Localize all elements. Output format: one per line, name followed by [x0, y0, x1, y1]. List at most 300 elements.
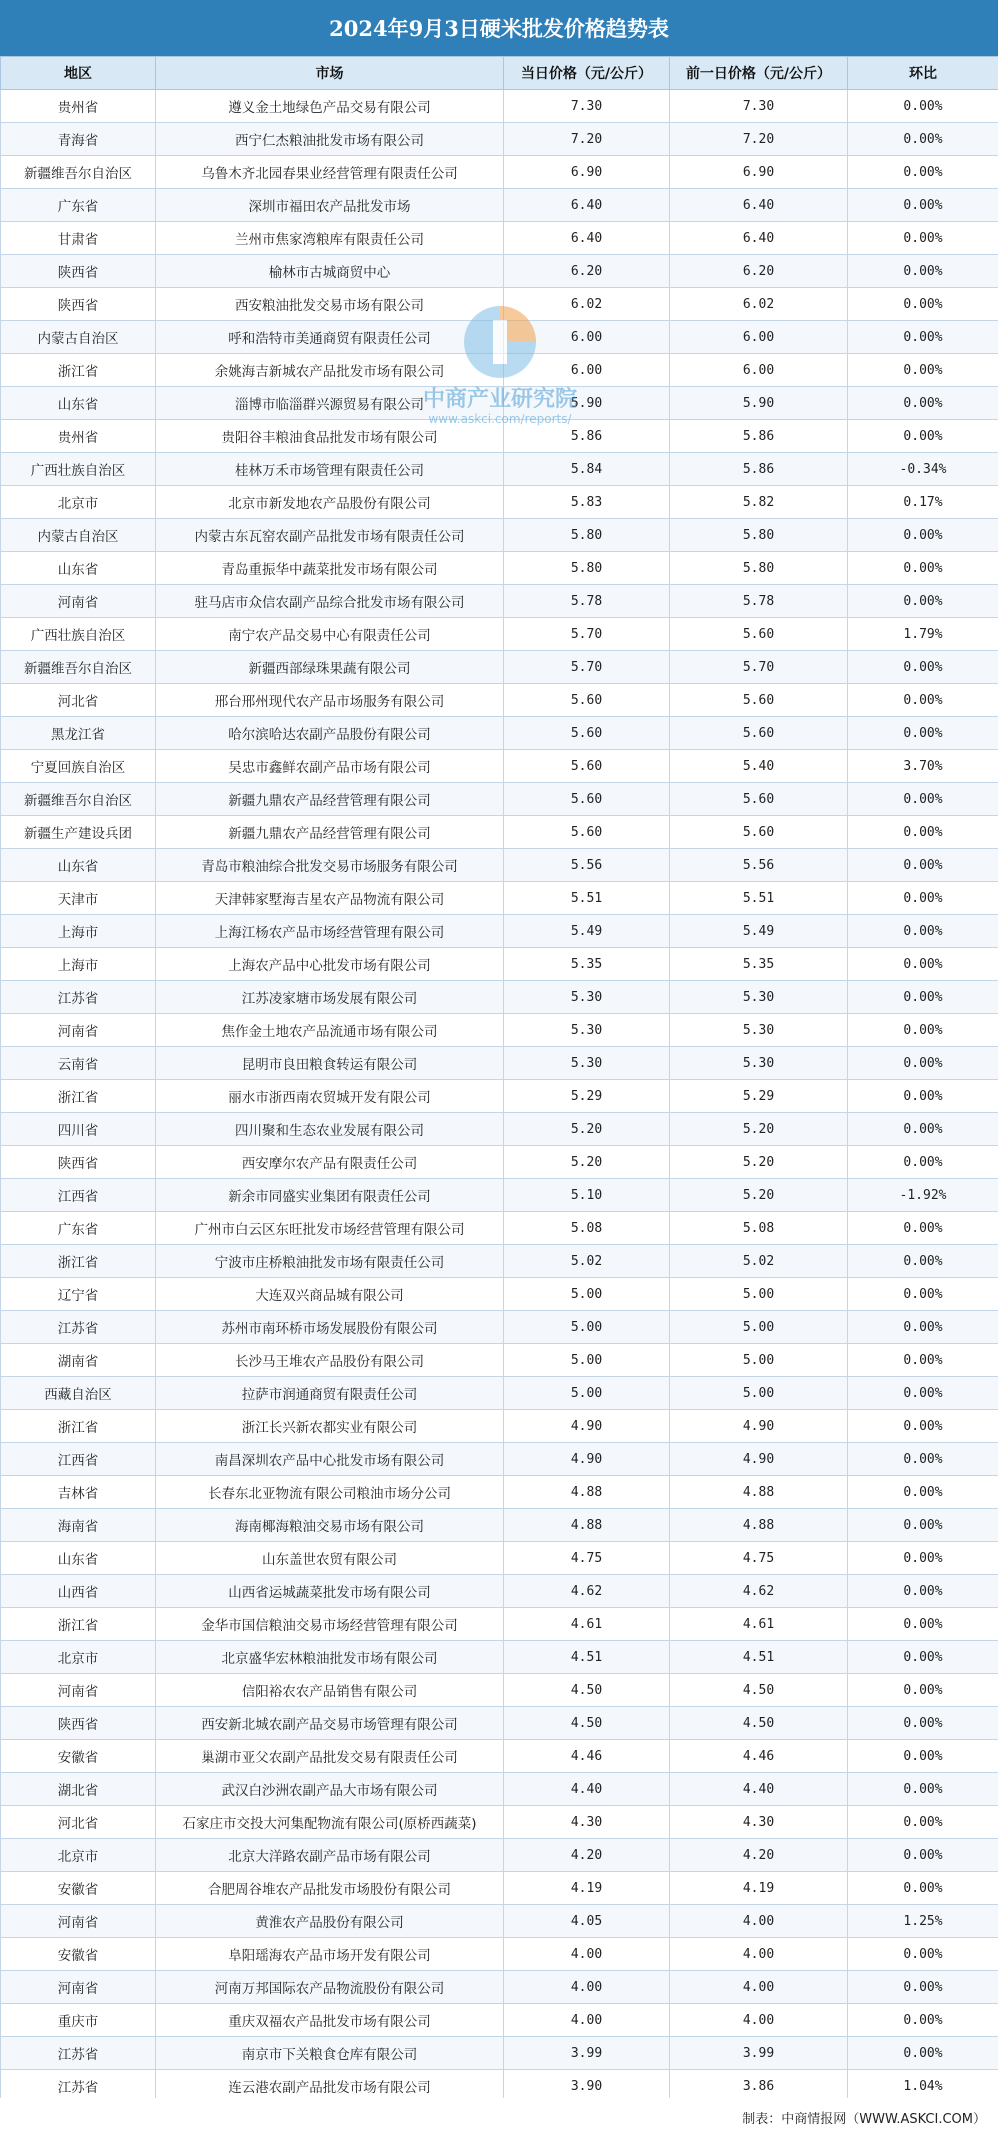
cell-prev-price: 5.40 — [670, 750, 848, 783]
cell-market: 山西省运城蔬菜批发市场有限公司 — [156, 1575, 504, 1608]
cell-prev-price: 4.51 — [670, 1641, 848, 1674]
cell-market: 邢台邢州现代农产品市场服务有限公司 — [156, 684, 504, 717]
table-row — [1, 189, 998, 222]
cell-change: 0.00% — [848, 1410, 998, 1443]
table-row — [1, 1542, 998, 1575]
cell-prev-price: 5.20 — [670, 1113, 848, 1146]
cell-today-price: 5.90 — [504, 387, 670, 420]
cell-today-price: 4.51 — [504, 1641, 670, 1674]
cell-change: 0.00% — [848, 156, 998, 189]
cell-prev-price: 6.40 — [670, 222, 848, 255]
cell-prev-price: 5.35 — [670, 948, 848, 981]
table-row — [1, 1971, 998, 2004]
cell-market: 阜阳瑶海农产品市场开发有限公司 — [156, 1938, 504, 1971]
cell-market: 新疆九鼎农产品经营管理有限公司 — [156, 783, 504, 816]
cell-prev-price: 5.60 — [670, 684, 848, 717]
cell-prev-price: 3.86 — [670, 2070, 848, 2103]
cell-today-price: 5.00 — [504, 1311, 670, 1344]
cell-region: 四川省 — [1, 1113, 156, 1146]
price-table — [0, 56, 998, 2103]
cell-change: 0.00% — [848, 948, 998, 981]
cell-market: 新疆西部绿珠果蔬有限公司 — [156, 651, 504, 684]
cell-change: 0.00% — [848, 981, 998, 1014]
cell-market: 宁波市庄桥粮油批发市场有限责任公司 — [156, 1245, 504, 1278]
table-row — [1, 849, 998, 882]
cell-change: 0.00% — [848, 684, 998, 717]
cell-region: 浙江省 — [1, 1410, 156, 1443]
cell-region: 湖南省 — [1, 1344, 156, 1377]
cell-today-price: 5.78 — [504, 585, 670, 618]
cell-today-price: 5.30 — [504, 1014, 670, 1047]
cell-change: 0.00% — [848, 1278, 998, 1311]
cell-market: 余姚海吉新城农产品批发市场有限公司 — [156, 354, 504, 387]
cell-region: 河北省 — [1, 684, 156, 717]
cell-market: 河南万邦国际农产品物流股份有限公司 — [156, 1971, 504, 2004]
cell-today-price: 7.20 — [504, 123, 670, 156]
table-row — [1, 156, 998, 189]
footer-credit: 制表：中商情报网（WWW.ASKCI.COM） — [742, 2112, 986, 2127]
cell-market: 兰州市焦家湾粮库有限责任公司 — [156, 222, 504, 255]
table-row — [1, 618, 998, 651]
cell-region: 新疆生产建设兵团 — [1, 816, 156, 849]
cell-change: 0.00% — [848, 519, 998, 552]
table-row — [1, 1080, 998, 1113]
cell-market: 焦作金土地农产品流通市场有限公司 — [156, 1014, 504, 1047]
cell-today-price: 4.05 — [504, 1905, 670, 1938]
cell-market: 南宁农产品交易中心有限责任公司 — [156, 618, 504, 651]
cell-market: 西宁仁杰粮油批发市场有限公司 — [156, 123, 504, 156]
cell-market: 海南椰海粮油交易市场有限公司 — [156, 1509, 504, 1542]
header-row — [1, 57, 998, 90]
cell-region: 湖北省 — [1, 1773, 156, 1806]
cell-prev-price: 5.00 — [670, 1278, 848, 1311]
table-row — [1, 1509, 998, 1542]
table-row — [1, 1674, 998, 1707]
cell-market: 吴忠市鑫鲜农副产品市场有限公司 — [156, 750, 504, 783]
table-row — [1, 123, 998, 156]
cell-today-price: 6.40 — [504, 189, 670, 222]
cell-change: 0.00% — [848, 1509, 998, 1542]
header-change: 环比 — [848, 57, 998, 90]
table-row — [1, 1641, 998, 1674]
cell-market: 拉萨市润通商贸有限责任公司 — [156, 1377, 504, 1410]
cell-today-price: 5.80 — [504, 552, 670, 585]
table-row — [1, 1410, 998, 1443]
cell-prev-price: 5.60 — [670, 618, 848, 651]
cell-region: 云南省 — [1, 1047, 156, 1080]
table-row — [1, 288, 998, 321]
cell-market: 南昌深圳农产品中心批发市场有限公司 — [156, 1443, 504, 1476]
cell-region: 北京市 — [1, 486, 156, 519]
cell-prev-price: 4.19 — [670, 1872, 848, 1905]
cell-prev-price: 5.86 — [670, 453, 848, 486]
table-row — [1, 519, 998, 552]
cell-prev-price: 4.50 — [670, 1707, 848, 1740]
cell-market: 上海农产品中心批发市场有限公司 — [156, 948, 504, 981]
cell-change: 0.00% — [848, 1113, 998, 1146]
cell-region: 内蒙古自治区 — [1, 321, 156, 354]
cell-market: 西安粮油批发交易市场有限公司 — [156, 288, 504, 321]
cell-market: 长春东北亚物流有限公司粮油市场分公司 — [156, 1476, 504, 1509]
cell-region: 甘肃省 — [1, 222, 156, 255]
table-row — [1, 717, 998, 750]
cell-market: 上海江杨农产品市场经营管理有限公司 — [156, 915, 504, 948]
cell-change: 1.25% — [848, 1905, 998, 1938]
cell-market: 山东盖世农贸有限公司 — [156, 1542, 504, 1575]
cell-prev-price: 5.51 — [670, 882, 848, 915]
cell-change: 0.00% — [848, 1971, 998, 2004]
cell-change: 0.00% — [848, 1773, 998, 1806]
cell-today-price: 5.00 — [504, 1344, 670, 1377]
header-today-price: 当日价格（元/公斤） — [504, 57, 670, 90]
cell-today-price: 5.80 — [504, 519, 670, 552]
table-row — [1, 684, 998, 717]
cell-today-price: 4.90 — [504, 1443, 670, 1476]
cell-today-price: 4.90 — [504, 1410, 670, 1443]
cell-prev-price: 5.80 — [670, 552, 848, 585]
cell-prev-price: 6.02 — [670, 288, 848, 321]
table-row — [1, 816, 998, 849]
watermark-text: 中商产业研究院 — [422, 387, 577, 412]
cell-region: 山西省 — [1, 1575, 156, 1608]
cell-region: 江苏省 — [1, 1311, 156, 1344]
cell-region: 安徽省 — [1, 1740, 156, 1773]
cell-region: 河南省 — [1, 585, 156, 618]
cell-market: 天津韩家墅海吉星农产品物流有限公司 — [156, 882, 504, 915]
cell-change: 0.00% — [848, 783, 998, 816]
cell-market: 淄博市临淄群兴源贸易有限公司 — [156, 387, 504, 420]
cell-prev-price: 5.02 — [670, 1245, 848, 1278]
cell-change: 0.00% — [848, 1311, 998, 1344]
cell-prev-price: 5.86 — [670, 420, 848, 453]
cell-today-price: 4.46 — [504, 1740, 670, 1773]
cell-today-price: 4.00 — [504, 1938, 670, 1971]
cell-region: 浙江省 — [1, 354, 156, 387]
table-row — [1, 1377, 998, 1410]
cell-today-price: 4.88 — [504, 1476, 670, 1509]
cell-market: 苏州市南环桥市场发展股份有限公司 — [156, 1311, 504, 1344]
cell-prev-price: 4.00 — [670, 1938, 848, 1971]
cell-region: 河南省 — [1, 1971, 156, 2004]
cell-prev-price: 7.20 — [670, 123, 848, 156]
cell-change: 0.00% — [848, 288, 998, 321]
cell-market: 石家庄市交投大河集配物流有限公司(原桥西蔬菜) — [156, 1806, 504, 1839]
cell-change: 0.00% — [848, 255, 998, 288]
cell-prev-price: 4.62 — [670, 1575, 848, 1608]
table-row — [1, 1014, 998, 1047]
cell-change: 0.00% — [848, 816, 998, 849]
cell-market: 贵阳谷丰粮油食品批发市场有限公司 — [156, 420, 504, 453]
cell-region: 天津市 — [1, 882, 156, 915]
watermark-url: www.askci.com/reports/ — [428, 412, 572, 426]
table-row — [1, 1047, 998, 1080]
cell-prev-price: 5.90 — [670, 387, 848, 420]
cell-region: 安徽省 — [1, 1938, 156, 1971]
cell-region: 上海市 — [1, 948, 156, 981]
cell-region: 安徽省 — [1, 1872, 156, 1905]
cell-prev-price: 5.60 — [670, 816, 848, 849]
cell-prev-price: 4.00 — [670, 1971, 848, 2004]
cell-change: 0.00% — [848, 2004, 998, 2037]
cell-prev-price: 5.80 — [670, 519, 848, 552]
cell-region: 陕西省 — [1, 1146, 156, 1179]
cell-region: 广东省 — [1, 1212, 156, 1245]
cell-market: 北京盛华宏林粮油批发市场有限公司 — [156, 1641, 504, 1674]
cell-prev-price: 4.00 — [670, 2004, 848, 2037]
cell-region: 宁夏回族自治区 — [1, 750, 156, 783]
cell-prev-price: 7.30 — [670, 90, 848, 123]
cell-prev-price: 5.20 — [670, 1179, 848, 1212]
cell-prev-price: 6.00 — [670, 321, 848, 354]
cell-region: 陕西省 — [1, 288, 156, 321]
cell-today-price: 4.19 — [504, 1872, 670, 1905]
cell-change: 0.00% — [848, 1839, 998, 1872]
cell-region: 山东省 — [1, 1542, 156, 1575]
header-region: 地区 — [1, 57, 156, 90]
cell-market: 信阳裕农农产品销售有限公司 — [156, 1674, 504, 1707]
cell-today-price: 3.99 — [504, 2037, 670, 2070]
header-market: 市场 — [156, 57, 504, 90]
cell-change: 0.00% — [848, 123, 998, 156]
cell-change: 0.00% — [848, 651, 998, 684]
cell-today-price: 4.61 — [504, 1608, 670, 1641]
cell-today-price: 4.30 — [504, 1806, 670, 1839]
table-row — [1, 2037, 998, 2070]
cell-market: 乌鲁木齐北园春果业经营管理有限责任公司 — [156, 156, 504, 189]
cell-prev-price: 5.00 — [670, 1311, 848, 1344]
cell-prev-price: 5.30 — [670, 981, 848, 1014]
cell-region: 新疆维吾尔自治区 — [1, 651, 156, 684]
table-row — [1, 1278, 998, 1311]
table-row — [1, 420, 998, 453]
cell-today-price: 5.35 — [504, 948, 670, 981]
cell-region: 内蒙古自治区 — [1, 519, 156, 552]
cell-change: 0.00% — [848, 882, 998, 915]
cell-today-price: 5.30 — [504, 1047, 670, 1080]
cell-region: 重庆市 — [1, 2004, 156, 2037]
cell-market: 金华市国信粮油交易市场经营管理有限公司 — [156, 1608, 504, 1641]
cell-change: 0.00% — [848, 321, 998, 354]
table-row — [1, 1146, 998, 1179]
cell-today-price: 5.60 — [504, 783, 670, 816]
cell-change: 0.00% — [848, 1740, 998, 1773]
cell-prev-price: 6.20 — [670, 255, 848, 288]
cell-prev-price: 4.50 — [670, 1674, 848, 1707]
table-row — [1, 1344, 998, 1377]
cell-today-price: 5.60 — [504, 750, 670, 783]
cell-region: 北京市 — [1, 1839, 156, 1872]
cell-today-price: 5.70 — [504, 651, 670, 684]
cell-change: 0.00% — [848, 1014, 998, 1047]
cell-prev-price: 4.40 — [670, 1773, 848, 1806]
cell-region: 贵州省 — [1, 90, 156, 123]
cell-market: 武汉白沙洲农副产品大市场有限公司 — [156, 1773, 504, 1806]
cell-today-price: 5.02 — [504, 1245, 670, 1278]
table-row — [1, 882, 998, 915]
cell-today-price: 5.49 — [504, 915, 670, 948]
table-title: 2024年9月3日硬米批发价格趋势表 — [0, 0, 998, 56]
cell-today-price: 5.86 — [504, 420, 670, 453]
cell-market: 连云港农副产品批发市场有限公司 — [156, 2070, 504, 2103]
cell-prev-price: 5.30 — [670, 1047, 848, 1080]
cell-market: 深圳市福田农产品批发市场 — [156, 189, 504, 222]
table-row — [1, 90, 998, 123]
cell-prev-price: 5.49 — [670, 915, 848, 948]
cell-prev-price: 4.61 — [670, 1608, 848, 1641]
cell-prev-price: 6.90 — [670, 156, 848, 189]
cell-prev-price: 4.46 — [670, 1740, 848, 1773]
table-row — [1, 948, 998, 981]
cell-market: 巢湖市亚父农副产品批发交易有限责任公司 — [156, 1740, 504, 1773]
cell-region: 河北省 — [1, 1806, 156, 1839]
cell-market: 大连双兴商品城有限公司 — [156, 1278, 504, 1311]
table-row — [1, 354, 998, 387]
table-row — [1, 1938, 998, 1971]
cell-market: 新疆九鼎农产品经营管理有限公司 — [156, 816, 504, 849]
cell-today-price: 4.00 — [504, 1971, 670, 2004]
cell-prev-price: 4.00 — [670, 1905, 848, 1938]
cell-change: 0.00% — [848, 222, 998, 255]
cell-prev-price: 4.20 — [670, 1839, 848, 1872]
cell-change: 0.00% — [848, 1641, 998, 1674]
cell-today-price: 5.56 — [504, 849, 670, 882]
cell-change: 0.00% — [848, 1443, 998, 1476]
cell-market: 西安摩尔农产品有限责任公司 — [156, 1146, 504, 1179]
cell-region: 新疆维吾尔自治区 — [1, 783, 156, 816]
cell-region: 江苏省 — [1, 2037, 156, 2070]
cell-change: 0.00% — [848, 1245, 998, 1278]
cell-market: 长沙马王堆农产品股份有限公司 — [156, 1344, 504, 1377]
cell-change: 0.00% — [848, 420, 998, 453]
cell-market: 青岛市粮油综合批发交易市场服务有限公司 — [156, 849, 504, 882]
cell-region: 陕西省 — [1, 1707, 156, 1740]
table-row — [1, 1806, 998, 1839]
cell-today-price: 5.70 — [504, 618, 670, 651]
cell-region: 河南省 — [1, 1905, 156, 1938]
cell-prev-price: 5.30 — [670, 1014, 848, 1047]
cell-region: 海南省 — [1, 1509, 156, 1542]
cell-prev-price: 5.00 — [670, 1344, 848, 1377]
table-row — [1, 1608, 998, 1641]
cell-prev-price: 3.99 — [670, 2037, 848, 2070]
table-row — [1, 552, 998, 585]
cell-change: 0.00% — [848, 354, 998, 387]
cell-change: 1.04% — [848, 2070, 998, 2103]
table-row — [1, 1773, 998, 1806]
cell-region: 黑龙江省 — [1, 717, 156, 750]
cell-today-price: 7.30 — [504, 90, 670, 123]
cell-prev-price: 5.60 — [670, 717, 848, 750]
cell-today-price: 3.90 — [504, 2070, 670, 2103]
cell-change: 0.00% — [848, 1146, 998, 1179]
table-row — [1, 981, 998, 1014]
cell-today-price: 4.50 — [504, 1707, 670, 1740]
table-row — [1, 387, 998, 420]
cell-change: 0.00% — [848, 2037, 998, 2070]
cell-today-price: 6.20 — [504, 255, 670, 288]
table-row — [1, 1707, 998, 1740]
table-row — [1, 1113, 998, 1146]
cell-today-price: 6.40 — [504, 222, 670, 255]
cell-prev-price: 5.78 — [670, 585, 848, 618]
table-row — [1, 783, 998, 816]
cell-market: 新余市同盛实业集团有限责任公司 — [156, 1179, 504, 1212]
cell-region: 浙江省 — [1, 1245, 156, 1278]
table-row — [1, 453, 998, 486]
cell-market: 广州市白云区东旺批发市场经营管理有限公司 — [156, 1212, 504, 1245]
cell-change: 0.00% — [848, 585, 998, 618]
table-row — [1, 1740, 998, 1773]
cell-today-price: 4.75 — [504, 1542, 670, 1575]
cell-change: 0.00% — [848, 717, 998, 750]
cell-change: 0.00% — [848, 915, 998, 948]
cell-prev-price: 4.90 — [670, 1443, 848, 1476]
cell-region: 河南省 — [1, 1014, 156, 1047]
cell-today-price: 6.00 — [504, 321, 670, 354]
cell-today-price: 4.40 — [504, 1773, 670, 1806]
cell-market: 青岛重振华中蔬菜批发市场有限公司 — [156, 552, 504, 585]
cell-region: 吉林省 — [1, 1476, 156, 1509]
cell-region: 陕西省 — [1, 255, 156, 288]
cell-today-price: 4.50 — [504, 1674, 670, 1707]
cell-region: 辽宁省 — [1, 1278, 156, 1311]
cell-prev-price: 5.29 — [670, 1080, 848, 1113]
table-row — [1, 1905, 998, 1938]
cell-today-price: 5.30 — [504, 981, 670, 1014]
cell-prev-price: 5.60 — [670, 783, 848, 816]
cell-change: 3.70% — [848, 750, 998, 783]
cell-change: 0.17% — [848, 486, 998, 519]
cell-change: 0.00% — [848, 90, 998, 123]
cell-today-price: 6.00 — [504, 354, 670, 387]
cell-today-price: 5.20 — [504, 1146, 670, 1179]
cell-prev-price: 5.20 — [670, 1146, 848, 1179]
table-row — [1, 1245, 998, 1278]
cell-market: 南京市下关粮食仓库有限公司 — [156, 2037, 504, 2070]
cell-market: 四川聚和生态农业发展有限公司 — [156, 1113, 504, 1146]
cell-today-price: 6.90 — [504, 156, 670, 189]
cell-change: 0.00% — [848, 1575, 998, 1608]
cell-today-price: 5.00 — [504, 1278, 670, 1311]
footer — [0, 2098, 998, 2133]
cell-region: 上海市 — [1, 915, 156, 948]
cell-market: 合肥周谷堆农产品批发市场股份有限公司 — [156, 1872, 504, 1905]
cell-change: 0.00% — [848, 1707, 998, 1740]
table-row — [1, 585, 998, 618]
cell-today-price: 5.20 — [504, 1113, 670, 1146]
cell-change: 0.00% — [848, 1806, 998, 1839]
cell-today-price: 5.84 — [504, 453, 670, 486]
cell-prev-price: 5.00 — [670, 1377, 848, 1410]
cell-today-price: 5.08 — [504, 1212, 670, 1245]
cell-market: 浙江长兴新农都实业有限公司 — [156, 1410, 504, 1443]
cell-change: 0.00% — [848, 387, 998, 420]
table-row — [1, 1311, 998, 1344]
cell-region: 青海省 — [1, 123, 156, 156]
cell-today-price: 4.62 — [504, 1575, 670, 1608]
table-row — [1, 1179, 998, 1212]
table-row — [1, 222, 998, 255]
cell-region: 广西壮族自治区 — [1, 618, 156, 651]
cell-region: 北京市 — [1, 1641, 156, 1674]
table-row — [1, 651, 998, 684]
cell-region: 新疆维吾尔自治区 — [1, 156, 156, 189]
table-row — [1, 1872, 998, 1905]
cell-region: 广东省 — [1, 189, 156, 222]
cell-market: 黄淮农产品股份有限公司 — [156, 1905, 504, 1938]
cell-change: 0.00% — [848, 1080, 998, 1113]
cell-today-price: 4.88 — [504, 1509, 670, 1542]
